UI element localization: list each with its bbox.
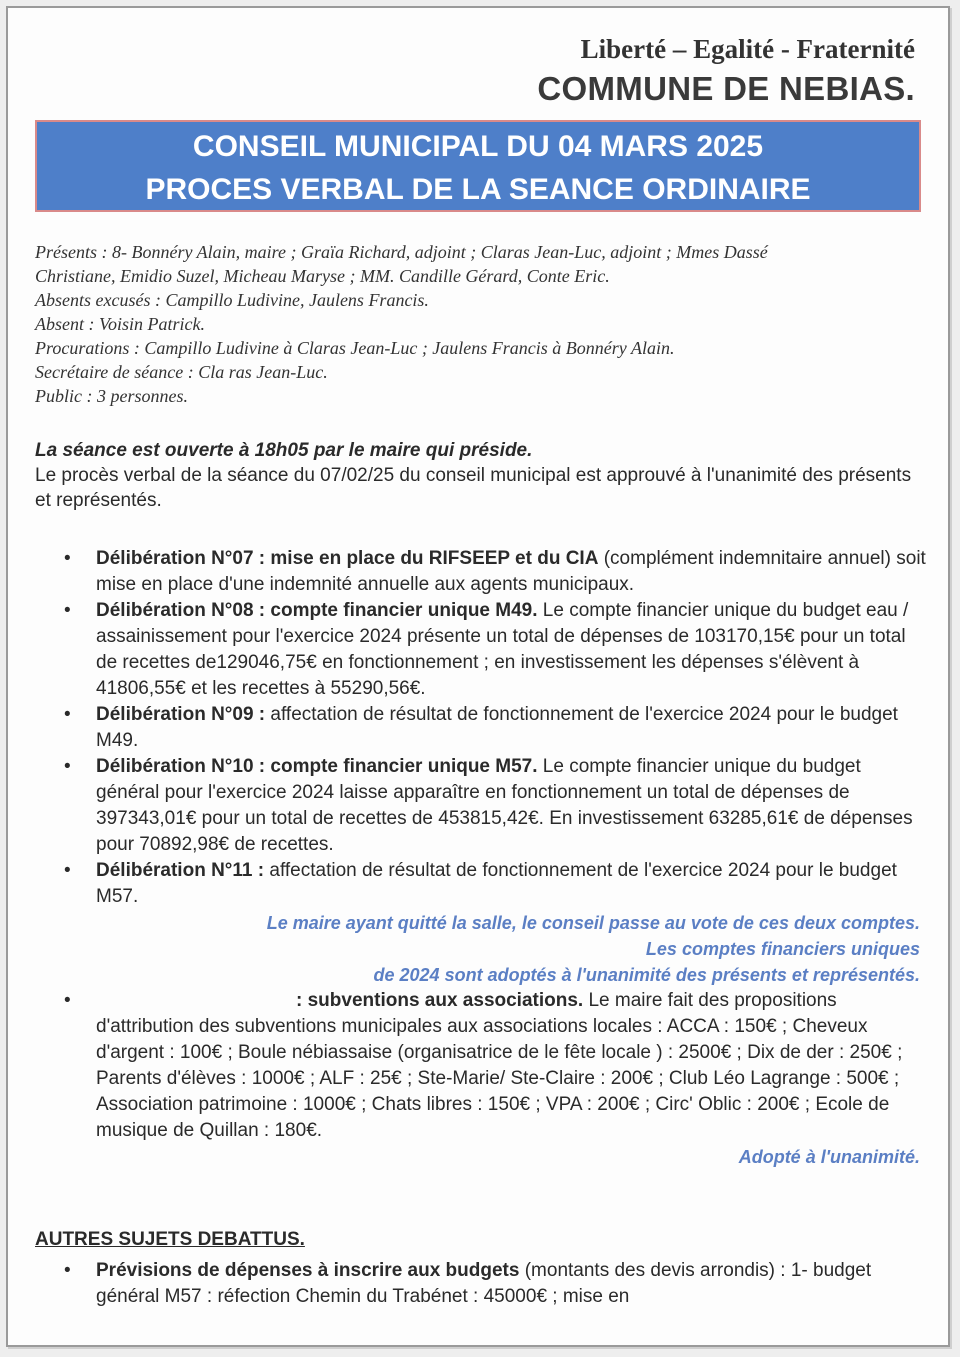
attendance-line: Absent : Voisin Patrick. bbox=[35, 314, 205, 334]
vote-note bbox=[35, 910, 927, 988]
opening-block bbox=[35, 438, 915, 513]
deliberation-item bbox=[35, 546, 927, 598]
bullet-icon: • bbox=[64, 1260, 71, 1281]
other-topics-heading: AUTRES SUJETS DEBATTUS. bbox=[35, 1229, 305, 1250]
deliberation-text: Le compte financier unique du budget eau / assainissement pour l'exercice 2024 présente un total de dépenses de 103170,15€ pour un total de recettes de129046,75€ en fonctionnement ; en investissement les dépenses s'élèvent à 41806,55€ et les recettes à 55290,56€. bbox=[96, 600, 909, 699]
deliberation-title: Délibération N°09 : bbox=[96, 704, 266, 725]
banner-line-2: PROCES VERBAL DE LA SEANCE ORDINAIRE bbox=[145, 173, 811, 206]
bullet-icon: • bbox=[64, 548, 71, 569]
subventions-text: Le maire fait des propositions d'attribution des subventions municipales aux associations locales : ACCA : 150€ ; Cheveux d'argent : 100€ ; Boule nébiassaise (organisatrice de le fête locale ) : 2500€ ; Dix de der : 250€ ; Parents d'élèves : 1000€ ; ALF : 25€ ; Ste-Marie/ Ste-Claire : 200€ ; Club Léo Lagrange : 500€ ; Association patrimoine : 1000€ ; Chats libres : 150€ ; VPA : 200€ ; Circ' Oblic : 200€ ; Ecole de musique de Quillan : 180€. bbox=[96, 990, 903, 1141]
deliberation-text: affectation de résultat de fonctionnement de l'exercice 2024 pour le budget M57. bbox=[96, 860, 897, 907]
subventions-title: : subventions aux associations. bbox=[296, 990, 584, 1011]
attendance-line: Public : 3 personnes. bbox=[35, 386, 188, 406]
subventions-item bbox=[35, 988, 927, 1144]
attendance-line: Christiane, Emidio Suzel, Micheau Maryse ; MM. Candille Gérard, Conte Eric. bbox=[35, 266, 610, 286]
vote-note-line: de 2024 sont adoptés à l'unanimité des présents et représentés. bbox=[373, 965, 920, 985]
deliberations-list bbox=[35, 546, 927, 1170]
vote-note-line: Les comptes financiers uniques bbox=[645, 939, 920, 959]
deliberation-item bbox=[35, 598, 927, 702]
deliberation-title: Délibération N°08 : compte financier unique M49. bbox=[96, 600, 538, 621]
vote-note-line: Le maire ayant quitté la salle, le conseil passe au vote de ces deux comptes. bbox=[266, 913, 920, 933]
adopted-text: Adopté à l'unanimité. bbox=[738, 1147, 920, 1167]
other-topic-title: Prévisions de dépenses à inscrire aux budgets bbox=[96, 1260, 520, 1281]
title-banner bbox=[35, 120, 921, 212]
deliberation-text: Le compte financier unique du budget général pour l'exercice 2024 laisse apparaître en fonctionnement un total de dépenses de 397343,01€ pour un total de recettes de 453815,42€. En investissement 63285,61€ de dépenses pour 70892,98€ de recettes. bbox=[96, 756, 913, 855]
bullet-icon: • bbox=[64, 756, 71, 777]
previous-minutes-approval: Le procès verbal de la séance du 07/02/25 du conseil municipal est approuvé à l'unanimité des présents et représentés. bbox=[35, 465, 912, 511]
bullet-icon: • bbox=[64, 990, 71, 1011]
deliberation-item bbox=[35, 754, 927, 858]
bullet-icon: • bbox=[64, 860, 71, 881]
other-topics-list bbox=[35, 1258, 927, 1310]
subventions-adopted bbox=[35, 1144, 927, 1170]
bullet-icon: • bbox=[64, 600, 71, 621]
motto: Liberté – Egalité - Fraternité bbox=[580, 34, 915, 64]
bullet-icon: • bbox=[64, 704, 71, 725]
deliberation-title: Délibération N°10 : compte financier unique M57. bbox=[96, 756, 538, 777]
attendance-line: Absents excusés : Campillo Ludivine, Jaulens Francis. bbox=[35, 290, 429, 310]
banner-line-1: CONSEIL MUNICIPAL DU 04 MARS 2025 bbox=[192, 130, 764, 163]
deliberation-text: affectation de résultat de fonctionnement de l'exercice 2024 pour le budget M49. bbox=[96, 704, 898, 751]
commune-name: COMMUNE DE NEBIAS. bbox=[537, 70, 915, 107]
deliberation-item bbox=[35, 702, 927, 754]
deliberation-title: Délibération N°11 : bbox=[96, 860, 265, 881]
session-opening: La séance est ouverte à 18h05 par le maire qui préside. bbox=[35, 440, 533, 461]
other-topic-text: (montants des devis arrondis) : 1- budget général M57 : réfection Chemin du Trabénet : 45000€ ; mise en bbox=[96, 1260, 872, 1307]
attendance-line: Secrétaire de séance : Cla ras Jean-Luc. bbox=[35, 362, 328, 382]
attendance-line: Procurations : Campillo Ludivine à Claras Jean-Luc ; Jaulens Francis à Bonnéry Alain. bbox=[35, 338, 675, 358]
deliberation-item bbox=[35, 858, 927, 910]
deliberation-text: (complément indemnitaire annuel) soit mise en place d'une indemnité annuelle aux agents municipaux. bbox=[96, 548, 926, 595]
attendance-block bbox=[35, 240, 915, 408]
other-topic-item bbox=[35, 1258, 927, 1310]
document-page bbox=[6, 6, 950, 1347]
attendance-line: Présents : 8- Bonnéry Alain, maire ; Graïa Richard, adjoint ; Claras Jean-Luc, adjoint ; Mmes Dassé bbox=[35, 242, 768, 262]
deliberation-title: Délibération N°07 : mise en place du RIFSEEP et du CIA bbox=[96, 548, 599, 569]
